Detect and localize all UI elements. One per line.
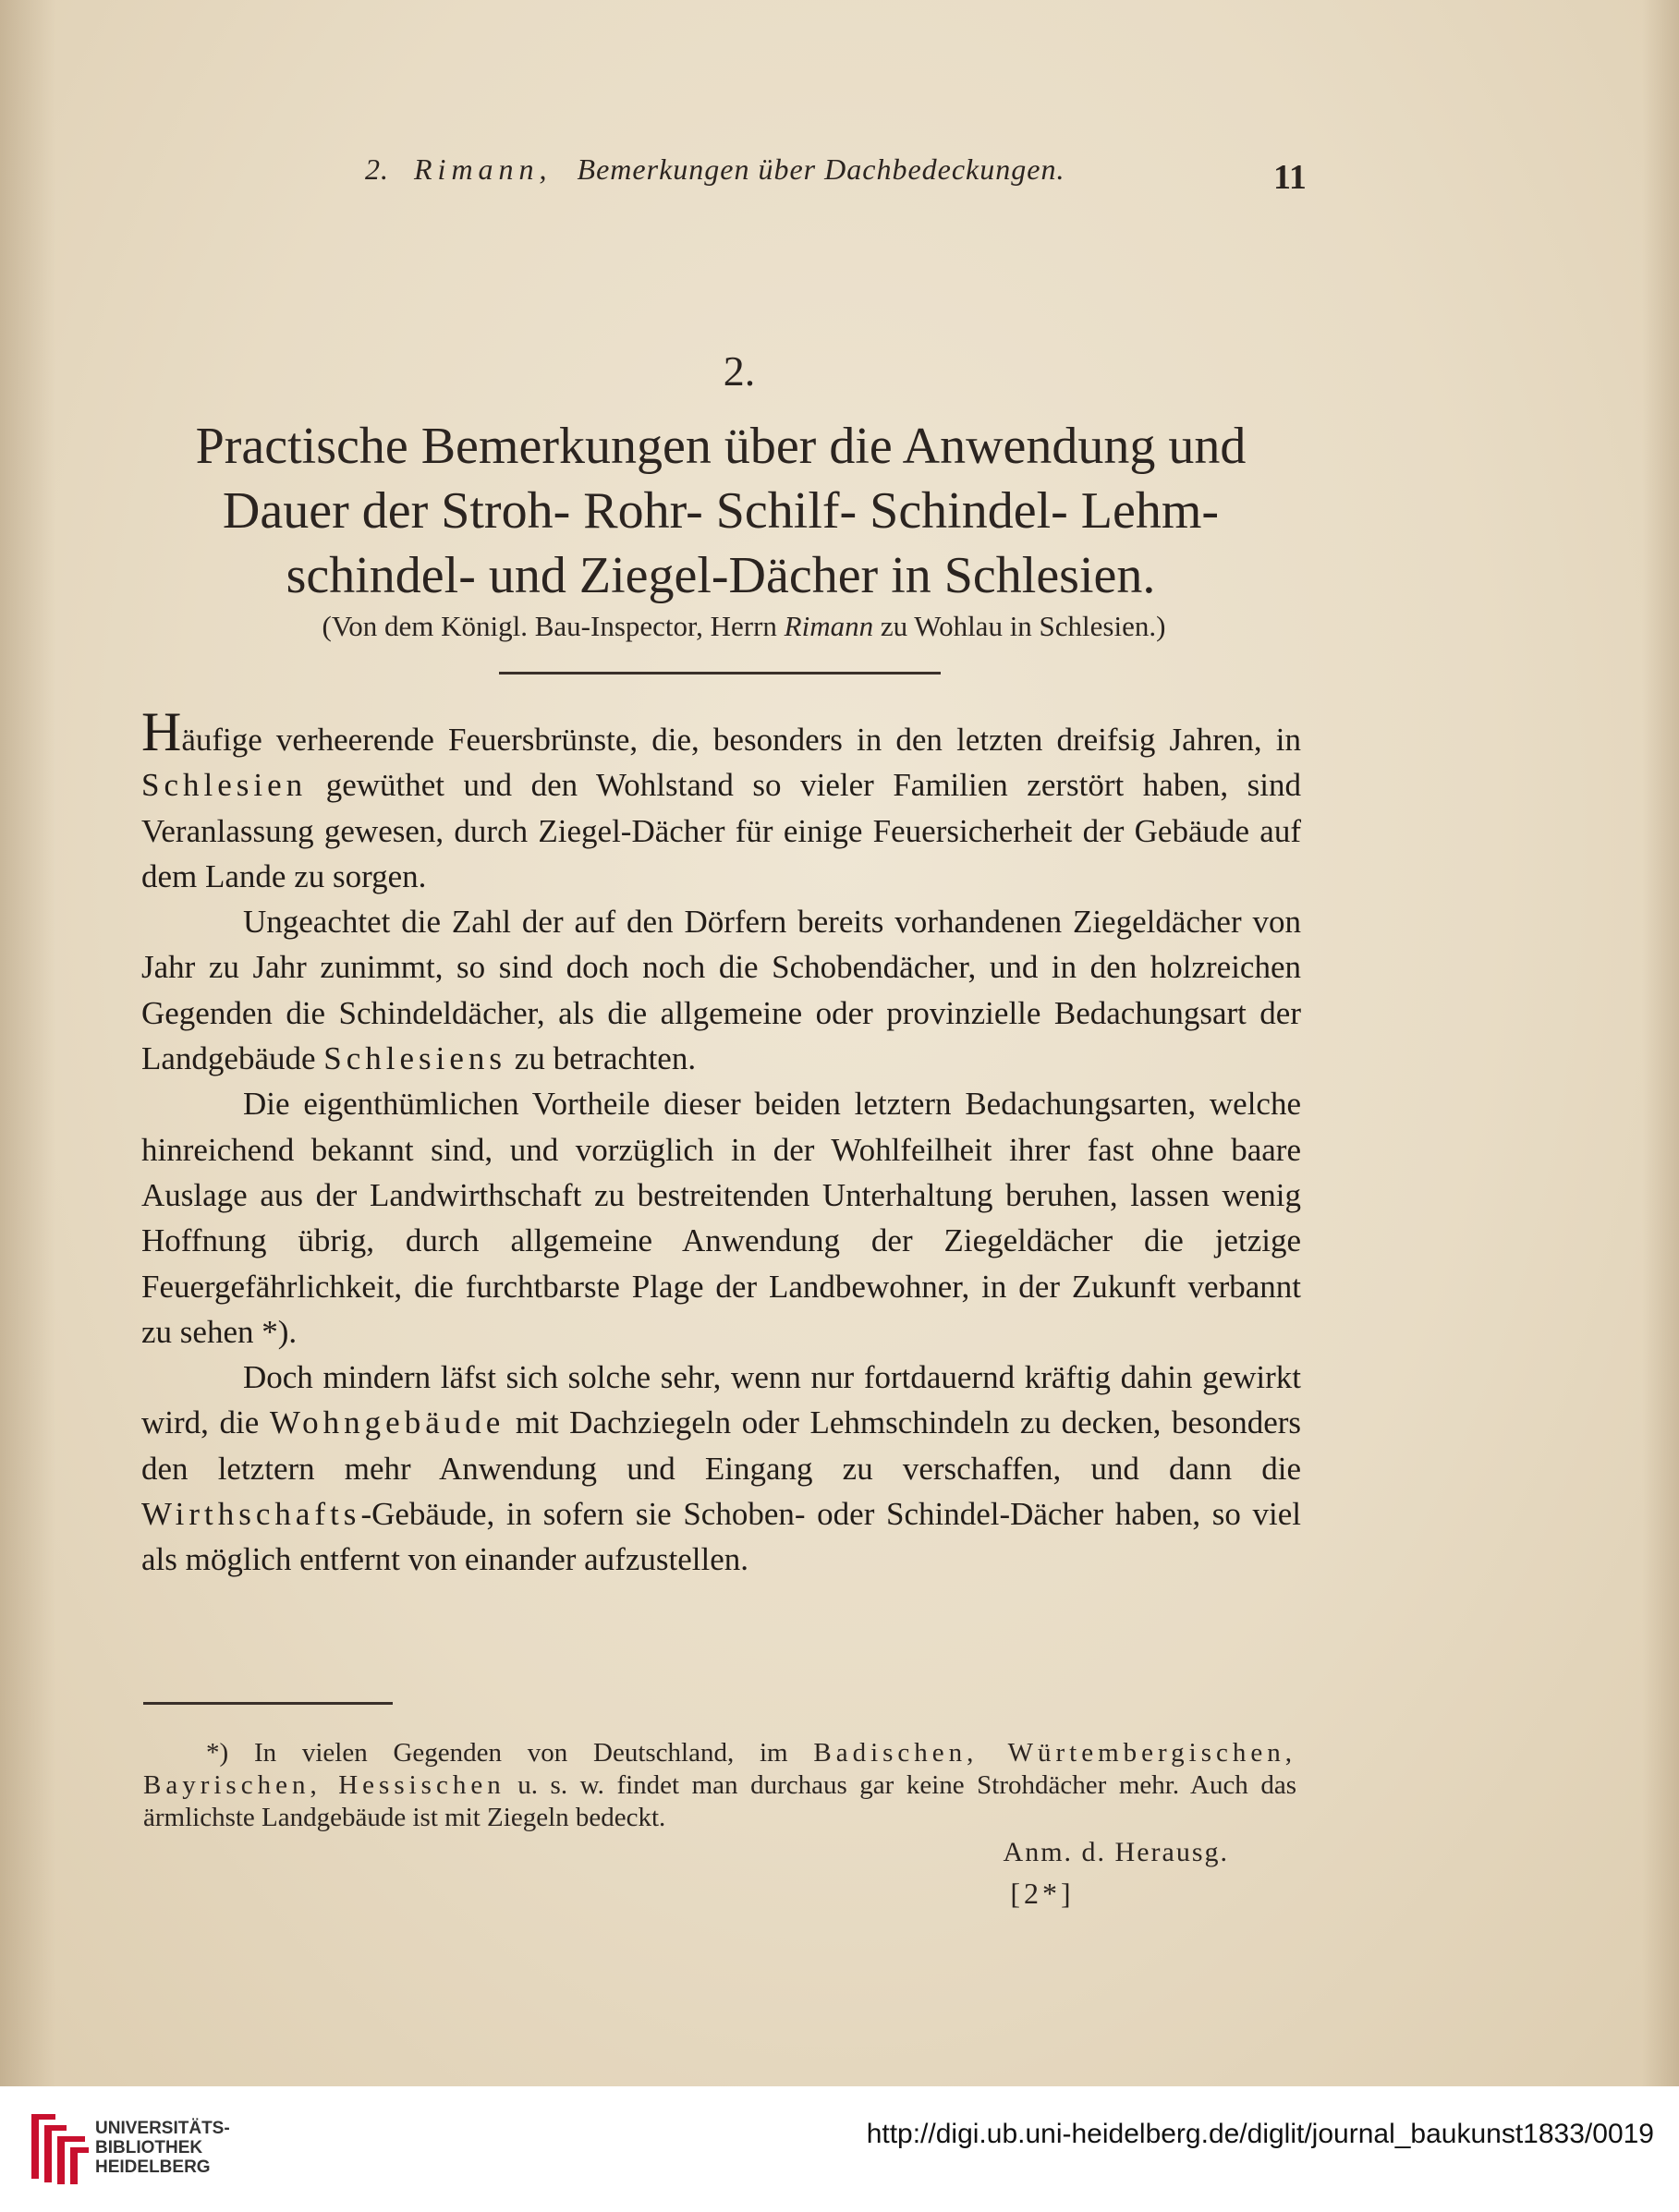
page-edge-shadow-left (0, 0, 55, 2086)
title-divider (499, 672, 941, 675)
logo-line-3: HEIDELBERG (95, 2157, 211, 2177)
footnote-paragraph (143, 1737, 1296, 1834)
running-header-author: Rimann, (414, 152, 553, 186)
footnote (143, 1737, 1296, 1834)
p2-spaced: Schlesiens (323, 1040, 507, 1077)
university-library-logo-text (95, 2119, 230, 2177)
byline-prefix: (Von dem Königl. Bau-Inspector, Herrn (322, 610, 777, 642)
footnote-text-b: u. s. w. findet man durchaus gar keine Strohdächer mehr. Auch das ärmlichste Landgebäude ist mit Ziegeln bedeckt. (143, 1770, 1296, 1832)
footnote-text-a: In vielen Gegenden von Deutschland, im (253, 1738, 788, 1768)
footnote-signature: Anm. d. Herausg. (1003, 1837, 1229, 1867)
page-edge-shadow-right (1642, 0, 1679, 2086)
logo-line-2: BIBLIOTHEK (95, 2138, 203, 2157)
running-header (365, 152, 1065, 187)
footnote-divider (143, 1702, 393, 1705)
p4-spaced-2: Wirthschafts (141, 1496, 361, 1533)
footnote-spaced: Badischen, Würtembergischen, Bayrischen, Hessischen (143, 1738, 1297, 1800)
p2-text-a: Ungeachtet die Zahl der auf den Dörfern bereits vorhandenen Ziegeldächer von Jahr zu Jahr zunimmt, so sind doch noch die Schobendächer, und in den holzreichen Gegenden die Schindeldächer, als die allgemeine oder provinzielle Bedachungsart der Landgebäude (141, 904, 1301, 1077)
running-header-title: Bemerkungen über Dachbedeckungen. (577, 152, 1065, 186)
paragraph-2 (141, 899, 1301, 1081)
p1-text-b: gewüthet und den Wohlstand so vieler Familien zerstört haben, sind Veranlassung gewesen, durch Ziegel-Dächer für einige Feuersicherheit der Gebäude auf dem Lande zu sorgen. (141, 767, 1302, 894)
title-line-2: Dauer der Stroh- Rohr- Schilf- Schindel- Lehm- (222, 482, 1220, 540)
section-number: 2. (723, 347, 756, 395)
paragraph-3: Die eigenthümlichen Vortheile dieser beiden letztern Bedachungsarten, welche hinreichend bekannt sind, und vorzüglich in der Wohlfeilheit ihrer fast ohne baare Auslage aus der Landwirthschaft zu bestreitenden Unterhaltung beruhen, lassen wenig Hoffnung übrig, durch allgemeine Anwendung der Ziegeldächer die jetzige Feuergefährlichkeit, die furchtbarste Plage der Landbewohner, in der Zukunft verbannt zu sehen *). (141, 1086, 1301, 1350)
footnote-marker: *) (206, 1738, 229, 1768)
p2-text-b: zu betrachten. (514, 1040, 697, 1077)
p4-text-b: mit Dachziegeln oder Lehmschindeln zu decken, besonders den letztern mehr Anwendung und Eingang zu verschaffen, und dann die (141, 1404, 1302, 1487)
p1-spaced: Schlesien (141, 767, 308, 804)
article-body (141, 701, 1302, 1583)
running-header-number: 2. (365, 152, 389, 186)
drop-cap: H (141, 701, 182, 762)
paragraph-4 (141, 1355, 1301, 1582)
article-title (148, 414, 1294, 608)
p4-spaced-1: Wohngebäude (269, 1404, 505, 1441)
p4-text-a: Doch mindern läfst sich solche sehr, wenn nur fortdauernd kräftig dahin gewirkt wird, die (141, 1359, 1301, 1441)
university-library-logo-icon (28, 2110, 92, 2186)
byline-suffix: zu Wohlau in Schlesien.) (880, 610, 1166, 642)
page-number: 11 (1273, 158, 1307, 197)
title-line-3: schindel- und Ziegel-Dächer in Schlesien. (286, 547, 1156, 604)
title-line-1: Practische Bemerkungen über die Anwendung und (195, 418, 1247, 475)
logo-line-1: UNIVERSITÄTS- (95, 2119, 230, 2138)
sheet-signature: [2*] (1010, 1877, 1075, 1910)
article-byline (176, 610, 1312, 643)
permalink-url[interactable]: http://digi.ub.uni-heidelberg.de/diglit/journal_baukunst1833/0019 (866, 2119, 1654, 2149)
byline-author: Rimann (784, 610, 874, 642)
p4-text-c: -Gebäude, in sofern sie Schoben- oder Schindel-Dächer haben, so viel als möglich entfernt von einander aufzustellen. (141, 1496, 1301, 1578)
paragraph-1 (141, 701, 1302, 899)
p1-text-a: äufige verheerende Feuersbrünste, die, besonders in den letzten dreifsig Jahren, in (181, 722, 1301, 758)
